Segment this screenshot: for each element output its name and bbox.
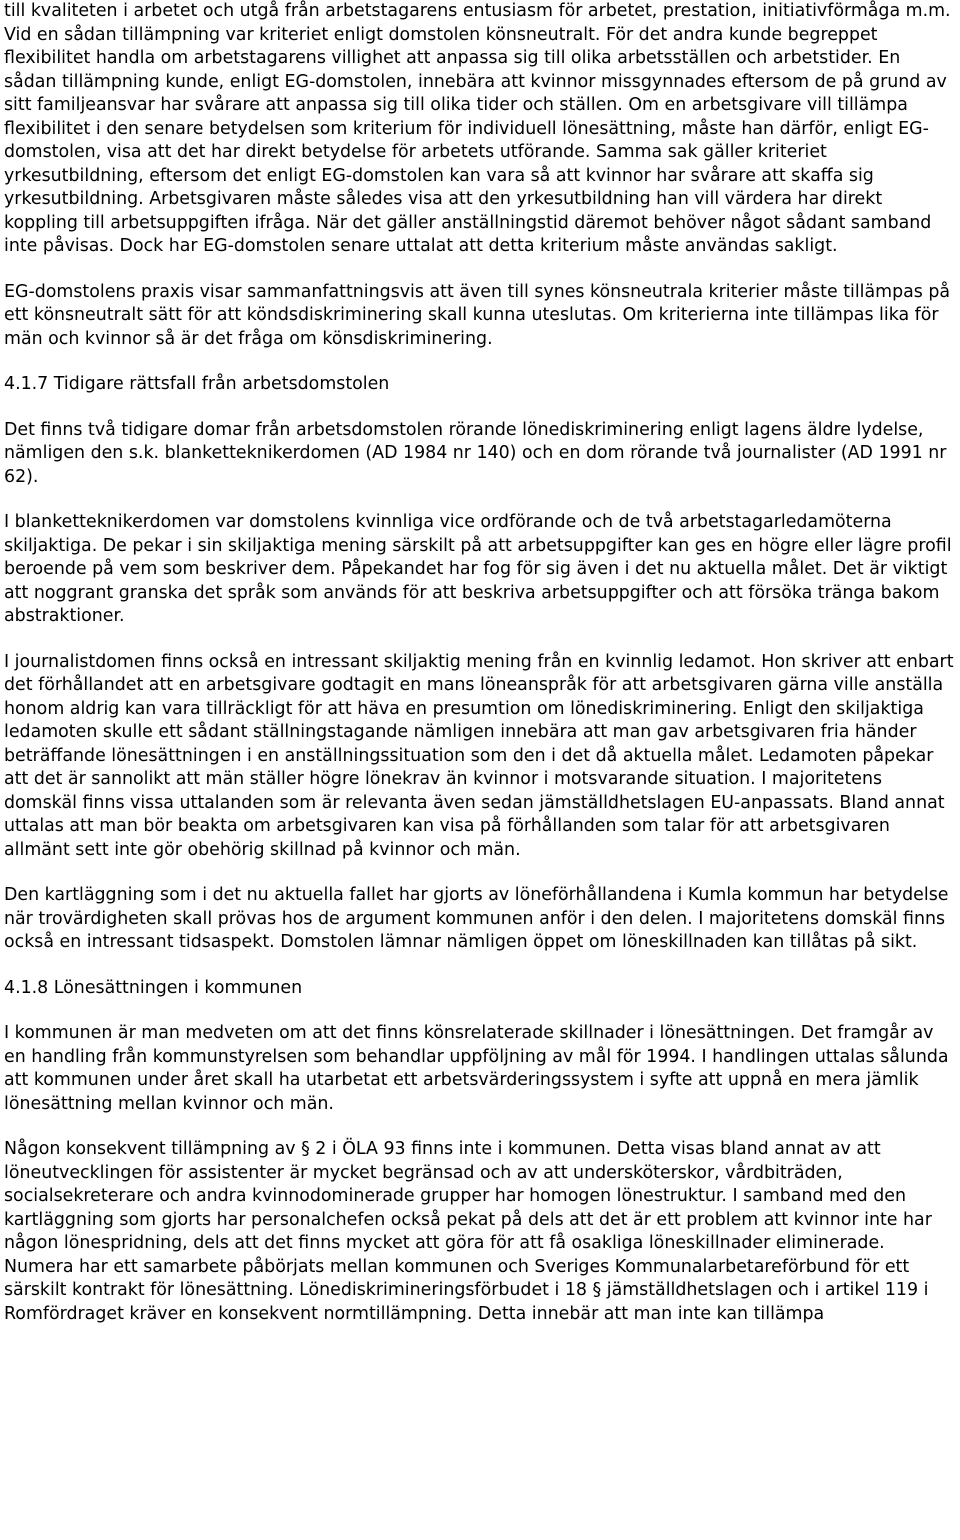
paragraph-ola-93-application: Någon konsekvent tillämpning av § 2 i ÖLA 93 finns inte i kommunen. Detta visas bland annat av att löneutvecklingen för assistenter är mycket begränsad och av att undersköterskor, vårdbiträden, socialsekreterare och andra kvinnodominerade grupper har homogen lönestruktur. I samband med den kartläggning som gjorts har personalchefen också pekat på dels att det är ett problem att kvinnor inte har någon lönespridning, dels att det finns mycket att göra för att få osakliga löneskillnader eliminerade. Numera har ett samarbete påbörjats mellan kommunen och Sveriges Kommunalarbetareförbund för ett särskilt kontrakt för lönesättning. Lönediskrimineringsförbudet i 18 § jämställdhetslagen och i artikel 119 i Romfördraget kräver en konsekvent normtillämpning. Detta innebär att man inte kan tillämpa xyxy=(4,1139,932,1324)
paragraph-municipal-awareness: I kommunen är man medveten om att det finns könsrelaterade skillnader i lönesättningen. Det framgår av en handling från kommunstyrelsen som behandlar uppföljning av mål för 1994. I handlingen uttalas sålunda att kommunen under året skall ha utarbetat ett arbetsvärderingssystem i syfte att uppnå en mera jämlik lönesättning mellan kvinnor och män. xyxy=(4,1023,949,1114)
paragraph-journalist-case: I journalistdomen finns också en intressant skiljaktig mening från en kvinnlig ledamot. Hon skriver att enbart det förhållandet att en arbetsgivare godtagit en mans löneanspråk för att arbetsgivaren gärna ville anställa honom aldrig kan vara tillräckligt för att häva en presumtion om lönediskriminering. Enligt den skiljaktiga ledamoten skulle ett sådant ställningstagande nämligen innebära att man gav arbetsgivaren fria händer beträffande lönesättningen i en anställningssituation som den i det då aktuella målet. Ledamoten påpekar att det är sannolikt att män ställer högre lönekrav än kvinnor i motsvarande situation. I majoritetens domskäl finns vissa uttalanden som är relevanta även sedan jämställdhetslagen EU-anpassats. Bland annat uttalas att man bör beakta om arbetsgivaren kan visa på förhållanden som talar för att arbetsgivaren allmänt sett inte gör obehörig skillnad på kvinnor och män. xyxy=(4,651,954,860)
paragraph-eg-praxis-summary: EG-domstolens praxis visar sammanfattningsvis att även till synes könsneutrala kriterier måste tillämpas på ett könsneutralt sätt för att köndsdiskriminering skall kunna uteslutas. Om kriterierna inte tillämpas lika för män och kvinnor så är det fråga om könsdiskriminering. xyxy=(4,281,951,349)
paragraph-blanket-technician-case: I blanketteknikerdomen var domstolens kvinnliga vice ordförande och de två arbetstagarledamöterna skiljaktiga. De pekar i sin skiljaktiga mening särskilt på att arbetsuppgifter kan ges en högre eller lägre profil beroende på vem som beskriver dem. Påpekandet har fog för sig även i det nu aktuella målet. Det är viktigt att noggrant granska det språk som används för att beskriva arbetsuppgifter och att försöka tränga bakom abstraktioner. xyxy=(4,512,952,626)
paragraph-earlier-judgments: Det finns två tidigare domar från arbetsdomstolen rörande lönediskriminering enligt lagens äldre lydelse, nämligen den s.k. blanketteknikerdomen (AD 1984 nr 140) och en dom rörande två journalister (AD 1991 nr 62). xyxy=(4,419,947,487)
paragraph-kumla-survey: Den kartläggning som i det nu aktuella fallet har gjorts av löneförhållandena i Kumla kommun har betydelse när trovärdigheten skall prövas hos de argument kommunen anför i den delen. I majoritetens domskäl finns också en intressant tidsaspekt. Domstolen lämnar nämligen öppet om löneskillnaden kan tillåtas på sikt. xyxy=(4,885,949,952)
paragraph-flexibility-criteria: till kvaliteten i arbetet och utgå från arbetstagarens entusiasm för arbetet, prestation, initiativförmåga m.m. Vid en sådan tillämpning var kriteriet enligt domstolen könsneutralt. För det andra kunde begreppet flexibilitet handla om arbetstagarens villighet att anpassa sig till olika arbetsställen och arbetstider. En sådan tillämpning kunde, enligt EG-domstolen, innebära att kvinnor missgynnades eftersom de på grund av sitt familjeansvar har svårare att anpassa sig till olika tider och ställen. Om en arbetsgivare vill tillämpa flexibilitet i den senare betydelsen som kriterium för individuell lönesättning, måste han därför, enligt EG-domstolen, visa att det har direkt betydelse för arbetets utförande. Samma sak gäller kriteriet yrkesutbildning, eftersom det enligt EG-domstolen kan vara så att kvinnor har svårare att skaffa sig yrkesutbildning. Arbetsgivaren måste således visa att den yrkesutbildning han vill värdera har direkt koppling till arbetsuppgiften ifråga. När det gäller anställningstid däremot behöver något sådant samband inte påvisas. Dock har EG-domstolen senare uttalat att detta kriterium måste användas sakligt. xyxy=(4,1,951,256)
section-heading-4-1-7: 4.1.7 Tidigare rättsfall från arbetsdomstolen xyxy=(4,374,390,394)
section-heading-4-1-8: 4.1.8 Lönesättningen i kommunen xyxy=(4,977,303,998)
